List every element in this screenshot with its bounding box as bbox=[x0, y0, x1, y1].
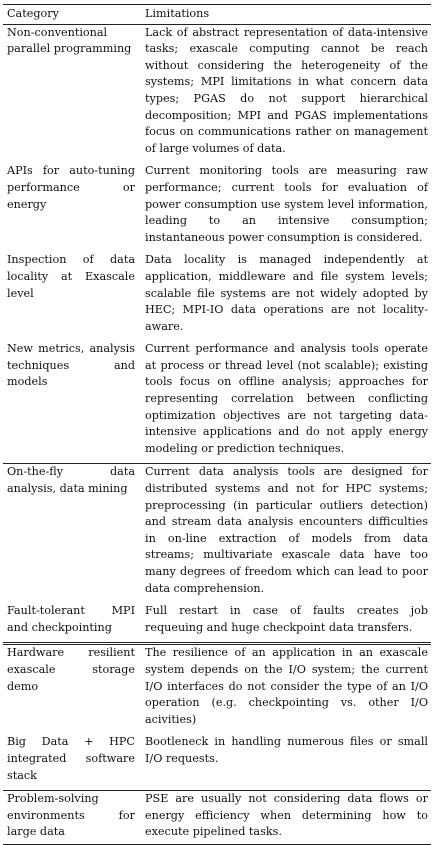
row-limitations: Data locality is managed independently at application, middleware and file system levels; scalable file systems are not widely adopted by HEC; MPI-IO data operations are not locality-aware. bbox=[145, 253, 428, 333]
row-category: Big Data + HPC integrated software stack bbox=[7, 735, 135, 782]
row-category: On-the-fly data analysis, data mining bbox=[3, 464, 141, 603]
table-row bbox=[3, 734, 431, 790]
row-limitations: Current monitoring tools are measuring raw performance; current tools for evaluation of power consumption use system level information, leading to an intensive consumption; instantaneous power consumption is considered. bbox=[145, 164, 428, 244]
row-category: Fault-tolerant MPI and checkpointing bbox=[7, 604, 135, 634]
table-row bbox=[3, 644, 431, 734]
row-category: Problem-solving environments for large data bbox=[3, 791, 141, 845]
header-limitations: Limitations bbox=[141, 5, 431, 25]
table-row bbox=[3, 24, 431, 163]
table-row bbox=[3, 163, 431, 252]
row-limitations: Full restart in case of faults creates job requeuing and huge checkpoint data transfers. bbox=[145, 604, 428, 634]
row-category: Inspection of data locality at Exascale level bbox=[7, 253, 135, 300]
row-limitations: The resilience of an application in an exascale system depends on the I/O system; the current I/O interfaces do not consider the type of an I/O operation (e.g. checkpointing vs. other I/O acivities) bbox=[141, 644, 431, 734]
table-header-row bbox=[3, 5, 431, 25]
row-category: Hardware resilient exascale storage demo bbox=[3, 644, 141, 734]
table-row bbox=[3, 603, 431, 644]
row-limitations: Current performance and analysis tools operate at process or thread level (not scalable); existing tools focus on offline analysis; approaches for representing correlation between conflicting optimization objectives are not targeting data-intensive applications and do not apply energy modeling or prediction techniques. bbox=[145, 342, 428, 455]
header-category: Category bbox=[3, 5, 141, 25]
row-limitations: Bootleneck in handling numerous files or small I/O requests. bbox=[145, 735, 428, 765]
table-row bbox=[3, 464, 431, 603]
row-category: New metrics, analysis techniques and models bbox=[7, 342, 135, 389]
limitations-table bbox=[3, 4, 431, 845]
table-row bbox=[3, 341, 431, 464]
row-limitations: Current data analysis tools are designed for distributed systems and not for HPC systems; preprocessing (in particular outliers detection) and stream data analysis encounters difficulties in on-line extraction of models from data streams; multivariate exascale data have too many degrees of freedom which can lead to poor data comprehension. bbox=[141, 464, 431, 603]
row-limitations: Lack of abstract representation of data-intensive tasks; exascale computing cannot be reach without considering the heterogeneity of the systems; MPI limitations in what concern data types; PGAS do not support hierarchical decomposition; MPI and PGAS implementations focus on communications rather on management of large volumes of data. bbox=[145, 25, 428, 155]
table-row bbox=[3, 791, 431, 845]
row-category: Non-conventional parallel programming bbox=[7, 25, 132, 56]
table-row bbox=[3, 252, 431, 341]
row-category: APIs for auto-tuning performance or energy bbox=[7, 164, 135, 211]
row-limitations: PSE are usually not considering data flows or energy efficiency when determining how to execute pipelined tasks. bbox=[141, 791, 431, 845]
